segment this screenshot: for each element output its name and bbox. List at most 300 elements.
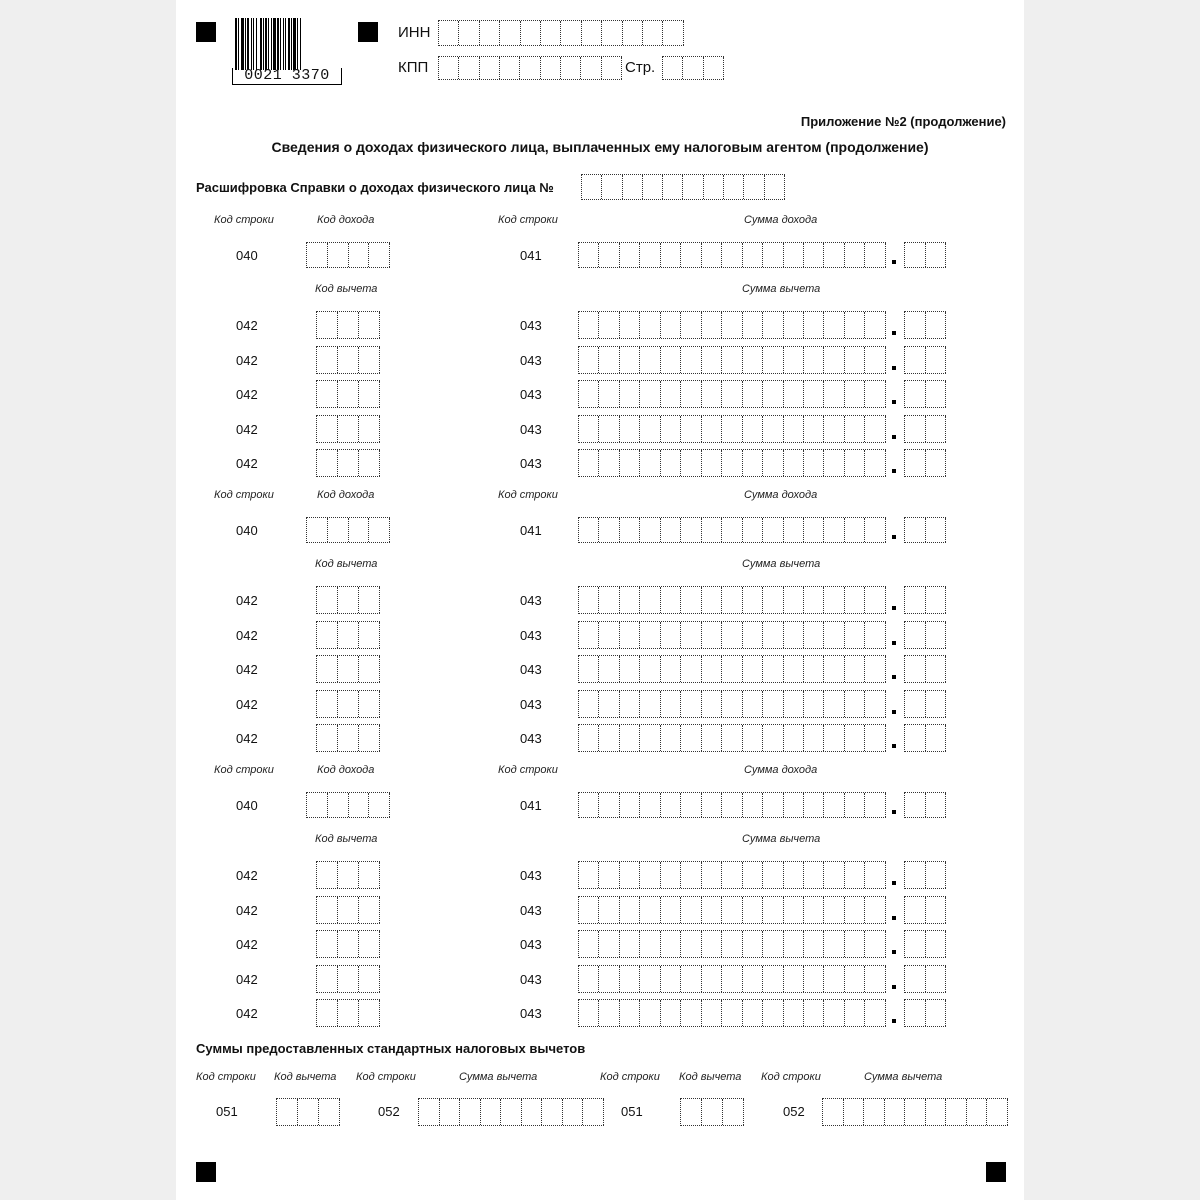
input-cell: [824, 347, 844, 373]
input-cell: [743, 793, 763, 817]
input-cell: [702, 416, 722, 442]
input-cell: [620, 243, 640, 267]
input-cell: [743, 1000, 763, 1026]
input-cell: [722, 725, 742, 751]
input-cell: [845, 416, 865, 442]
input-cell: [804, 931, 824, 957]
standard-deductions-header: Код вычета: [274, 1071, 337, 1083]
input-cell: [359, 862, 380, 888]
deduction-sum-field[interactable]: [578, 621, 886, 649]
input-cell: [620, 416, 640, 442]
income-sum-kopecks-field[interactable]: [904, 242, 946, 268]
deduction-sum-field[interactable]: [578, 690, 886, 718]
input-cell: [599, 622, 619, 648]
input-cell: [599, 450, 619, 476]
row-code-header: Код строки: [498, 489, 558, 501]
input-cell: [926, 793, 947, 817]
deduction-code-field[interactable]: [316, 655, 380, 683]
deduction-sum-field[interactable]: [578, 586, 886, 614]
input-cell: [743, 931, 763, 957]
deduction-sum-field[interactable]: [578, 965, 886, 993]
barcode-bar: [256, 18, 257, 70]
appendix-label: Приложение №2 (продолжение): [800, 114, 1006, 129]
input-cell: [784, 931, 804, 957]
input-cell: [784, 725, 804, 751]
input-cell: [620, 622, 640, 648]
input-cell: [661, 416, 681, 442]
input-cell: [620, 897, 640, 923]
input-cell: [599, 691, 619, 717]
deduction-sum-field[interactable]: [578, 930, 886, 958]
input-cell: [824, 312, 844, 338]
input-cell: [459, 21, 479, 45]
input-cell: [317, 312, 338, 338]
corner-marker-bottom-right: [986, 1162, 1006, 1182]
row-code: 042: [236, 937, 258, 952]
input-cell: [599, 243, 619, 267]
standard-deductions-header: Код строки: [196, 1071, 256, 1083]
deduction-code-field[interactable]: [316, 724, 380, 752]
input-cell: [702, 587, 722, 613]
input-cell: [926, 691, 947, 717]
input-cell: [763, 725, 783, 751]
deduction-sum-kopecks-field[interactable]: [904, 861, 946, 889]
deduction-sum-field[interactable]: [578, 724, 886, 752]
input-cell: [804, 966, 824, 992]
input-cell: [501, 1099, 522, 1125]
decimal-point: [892, 710, 896, 714]
input-cell: [661, 381, 681, 407]
input-cell: [987, 1099, 1008, 1125]
standard-deductions-header: Сумма вычета: [459, 1071, 538, 1083]
input-cell: [561, 57, 581, 79]
row-code: 043: [520, 318, 542, 333]
deduction-code-field[interactable]: [316, 930, 380, 958]
input-cell: [722, 897, 742, 923]
input-cell: [865, 347, 885, 373]
barcode-bar: [251, 18, 252, 70]
inn-field[interactable]: [438, 20, 684, 46]
input-cell: [317, 347, 338, 373]
deduction-sum-kopecks-field[interactable]: [904, 586, 946, 614]
input-cell: [722, 966, 742, 992]
input-cell: [804, 347, 824, 373]
input-cell: [640, 450, 660, 476]
input-cell: [824, 691, 844, 717]
input-cell: [640, 656, 660, 682]
input-cell: [702, 691, 722, 717]
input-cell: [905, 347, 926, 373]
input-cell: [439, 57, 459, 79]
deduction-code-field[interactable]: [316, 896, 380, 924]
input-cell: [599, 347, 619, 373]
input-cell: [905, 312, 926, 338]
input-cell: [905, 450, 926, 476]
deduction-sum-kopecks-field[interactable]: [904, 449, 946, 477]
barcode-bar: [268, 18, 269, 70]
input-cell: [681, 931, 701, 957]
barcode-bar: [235, 18, 237, 70]
input-cell: [724, 175, 744, 199]
barcode-bar: [245, 18, 246, 70]
deduction-sum-kopecks-field[interactable]: [904, 896, 946, 924]
row-code-header: Код строки: [498, 214, 558, 226]
row-code-header: Код строки: [214, 489, 274, 501]
deduction-code-field[interactable]: [316, 449, 380, 477]
decimal-point: [892, 400, 896, 404]
deduction-code-field[interactable]: [316, 999, 380, 1027]
input-cell: [582, 21, 602, 45]
input-cell: [865, 622, 885, 648]
input-cell: [500, 57, 520, 79]
input-cell: [967, 1099, 988, 1125]
deduction-sum-field[interactable]: [578, 861, 886, 889]
input-cell: [599, 416, 619, 442]
input-cell: [845, 347, 865, 373]
input-cell: [743, 312, 763, 338]
input-cell: [926, 656, 947, 682]
page-field[interactable]: [662, 56, 724, 80]
deduction-sum-kopecks-field[interactable]: [904, 930, 946, 958]
input-cell: [640, 862, 660, 888]
deduction-sum-field[interactable]: [578, 999, 886, 1027]
row-code: 040: [236, 248, 258, 263]
input-cell: [328, 793, 349, 817]
decimal-point: [892, 366, 896, 370]
deduction-sum-field[interactable]: [578, 896, 886, 924]
input-cell: [661, 725, 681, 751]
input-cell: [620, 381, 640, 407]
input-cell: [804, 725, 824, 751]
row-code: 042: [236, 1006, 258, 1021]
input-cell: [643, 21, 663, 45]
input-cell: [579, 450, 599, 476]
input-cell: [845, 725, 865, 751]
income-sum-header: Сумма дохода: [744, 214, 818, 226]
input-cell: [681, 381, 701, 407]
deduction-sum-field[interactable]: [578, 449, 886, 477]
row-code: 043: [520, 1006, 542, 1021]
input-cell: [845, 793, 865, 817]
input-cell: [661, 966, 681, 992]
input-cell: [865, 518, 885, 542]
standard-deductions-header: Код строки: [600, 1071, 660, 1083]
input-cell: [599, 897, 619, 923]
input-cell: [683, 57, 703, 79]
row-code: 052: [783, 1104, 805, 1119]
input-cell: [905, 691, 926, 717]
row-code: 040: [236, 523, 258, 538]
input-cell: [359, 725, 380, 751]
deduction-sum-kopecks-field[interactable]: [904, 690, 946, 718]
input-cell: [784, 897, 804, 923]
row-code: 043: [520, 971, 542, 987]
row-code: 042: [236, 731, 258, 746]
input-cell: [599, 793, 619, 817]
input-cell: [804, 312, 824, 338]
input-cell: [804, 1000, 824, 1026]
input-cell: [620, 691, 640, 717]
income-sum-field[interactable]: [578, 242, 886, 268]
input-cell: [702, 966, 722, 992]
input-cell: [722, 691, 742, 717]
income-code-field[interactable]: [306, 792, 390, 818]
income-sum-field[interactable]: [578, 517, 886, 543]
input-cell: [702, 312, 722, 338]
input-cell: [359, 312, 380, 338]
barcode-bar: [291, 18, 292, 70]
input-cell: [623, 21, 643, 45]
input-cell: [317, 1000, 338, 1026]
deduction-code-field[interactable]: [316, 586, 380, 614]
input-cell: [349, 518, 370, 542]
input-cell: [784, 793, 804, 817]
deduction-code-field[interactable]: [316, 965, 380, 993]
standard-deduction-sum-field[interactable]: [418, 1098, 604, 1126]
input-cell: [661, 518, 681, 542]
input-cell: [905, 622, 926, 648]
input-cell: [845, 381, 865, 407]
deduction-sum-kopecks-field[interactable]: [904, 621, 946, 649]
deduction-sum-kopecks-field[interactable]: [904, 724, 946, 752]
input-cell: [317, 966, 338, 992]
input-cell: [307, 243, 328, 267]
input-cell: [926, 312, 947, 338]
input-cell: [338, 1000, 359, 1026]
input-cell: [620, 931, 640, 957]
input-cell: [520, 57, 540, 79]
row-code: 043: [520, 421, 542, 437]
input-cell: [661, 347, 681, 373]
input-cell: [521, 21, 541, 45]
input-cell: [581, 57, 601, 79]
input-cell: [620, 656, 640, 682]
income-code-field[interactable]: [306, 517, 390, 543]
deduction-sum-kopecks-field[interactable]: [904, 380, 946, 408]
input-cell: [946, 1099, 967, 1125]
input-cell: [681, 793, 701, 817]
deduction-sum-kopecks-field[interactable]: [904, 655, 946, 683]
input-cell: [359, 931, 380, 957]
input-cell: [865, 312, 885, 338]
input-cell: [702, 725, 722, 751]
standard-deductions-header: Код строки: [761, 1071, 821, 1083]
input-cell: [926, 518, 947, 542]
corner-marker-top-right: [358, 22, 378, 42]
input-cell: [845, 966, 865, 992]
input-cell: [460, 1099, 481, 1125]
deduction-sum-field[interactable]: [578, 346, 886, 374]
input-cell: [784, 622, 804, 648]
input-cell: [620, 862, 640, 888]
input-cell: [681, 312, 701, 338]
deduction-sum-header: Сумма вычета: [742, 283, 821, 295]
decoding-label: Расшифровка Справки о доходах физического лица №: [196, 180, 554, 195]
deduction-sum-kopecks-field[interactable]: [904, 965, 946, 993]
input-cell: [905, 381, 926, 407]
certificate-number-field[interactable]: [581, 174, 785, 200]
barcode-bar: [277, 18, 279, 70]
deduction-code-field[interactable]: [316, 621, 380, 649]
input-cell: [865, 656, 885, 682]
input-cell: [845, 897, 865, 923]
input-cell: [359, 622, 380, 648]
input-cell: [640, 587, 660, 613]
input-cell: [722, 518, 742, 542]
income-code-header: Код дохода: [317, 764, 375, 776]
standard-deduction-sum-field[interactable]: [822, 1098, 1008, 1126]
input-cell: [579, 416, 599, 442]
input-cell: [905, 862, 926, 888]
input-cell: [602, 175, 622, 199]
page-title: Сведения о доходах физического лица, выплаченных ему налоговым агентом (продолжение): [271, 139, 929, 155]
input-cell: [640, 381, 660, 407]
input-cell: [804, 793, 824, 817]
deduction-sum-kopecks-field[interactable]: [904, 415, 946, 443]
input-cell: [824, 725, 844, 751]
input-cell: [845, 622, 865, 648]
income-code-field[interactable]: [306, 242, 390, 268]
input-cell: [845, 243, 865, 267]
deduction-code-field[interactable]: [316, 311, 380, 339]
barcode-bar: [253, 18, 254, 70]
input-cell: [602, 21, 622, 45]
input-cell: [328, 518, 349, 542]
standard-deduction-code-field[interactable]: [276, 1098, 340, 1126]
deduction-code-field[interactable]: [316, 690, 380, 718]
input-cell: [763, 587, 783, 613]
row-code-header: Код строки: [214, 764, 274, 776]
input-cell: [599, 966, 619, 992]
input-cell: [579, 1000, 599, 1026]
input-cell: [522, 1099, 543, 1125]
input-cell: [824, 656, 844, 682]
deduction-sum-kopecks-field[interactable]: [904, 999, 946, 1027]
input-cell: [317, 931, 338, 957]
input-cell: [681, 1099, 702, 1125]
deduction-code-field[interactable]: [316, 415, 380, 443]
deduction-sum-field[interactable]: [578, 311, 886, 339]
input-cell: [359, 381, 380, 407]
row-code: 042: [236, 456, 258, 471]
input-cell: [661, 312, 681, 338]
input-cell: [763, 862, 783, 888]
input-cell: [704, 57, 724, 79]
deduction-sum-field[interactable]: [578, 415, 886, 443]
input-cell: [359, 966, 380, 992]
barcode-bar: [241, 18, 244, 70]
barcode-bar: [288, 18, 290, 70]
input-cell: [661, 897, 681, 923]
deduction-sum-field[interactable]: [578, 380, 886, 408]
input-cell: [640, 931, 660, 957]
input-cell: [338, 897, 359, 923]
input-cell: [599, 931, 619, 957]
input-cell: [763, 931, 783, 957]
decimal-point: [892, 606, 896, 610]
input-cell: [681, 862, 701, 888]
deduction-code-field[interactable]: [316, 380, 380, 408]
input-cell: [349, 793, 370, 817]
row-code: 042: [236, 868, 258, 883]
input-cell: [784, 416, 804, 442]
input-cell: [579, 518, 599, 542]
income-sum-header: Сумма дохода: [744, 764, 818, 776]
barcode-bar: [247, 18, 249, 70]
input-cell: [369, 793, 390, 817]
row-code-header: Код строки: [498, 764, 558, 776]
input-cell: [317, 862, 338, 888]
deduction-code-header: Код вычета: [315, 833, 378, 845]
deduction-sum-kopecks-field[interactable]: [904, 346, 946, 374]
row-code: 043: [520, 387, 542, 402]
input-cell: [722, 416, 742, 442]
input-cell: [359, 656, 380, 682]
input-cell: [763, 897, 783, 923]
input-cell: [623, 175, 643, 199]
input-cell: [542, 1099, 563, 1125]
input-cell: [561, 21, 581, 45]
input-cell: [620, 450, 640, 476]
standard-deduction-code-field[interactable]: [680, 1098, 744, 1126]
input-cell: [583, 1099, 604, 1125]
input-cell: [763, 656, 783, 682]
input-cell: [579, 897, 599, 923]
kpp-field[interactable]: [438, 56, 622, 80]
input-cell: [661, 1000, 681, 1026]
row-code: 042: [236, 387, 258, 402]
input-cell: [640, 416, 660, 442]
income-sum-kopecks-field[interactable]: [904, 517, 946, 543]
input-cell: [926, 450, 947, 476]
input-cell: [481, 1099, 502, 1125]
decimal-point: [892, 881, 896, 885]
input-cell: [804, 243, 824, 267]
input-cell: [681, 1000, 701, 1026]
input-cell: [661, 587, 681, 613]
input-cell: [784, 347, 804, 373]
decimal-point: [892, 535, 896, 539]
row-code: 042: [236, 971, 258, 987]
input-cell: [743, 381, 763, 407]
barcode-bar: [265, 18, 267, 70]
deduction-code-field[interactable]: [316, 861, 380, 889]
input-cell: [905, 656, 926, 682]
input-cell: [702, 862, 722, 888]
income-sum-kopecks-field[interactable]: [904, 792, 946, 818]
input-cell: [480, 21, 500, 45]
deduction-code-field[interactable]: [316, 346, 380, 374]
input-cell: [317, 725, 338, 751]
input-cell: [702, 518, 722, 542]
input-cell: [743, 587, 763, 613]
input-cell: [681, 622, 701, 648]
deduction-sum-kopecks-field[interactable]: [904, 311, 946, 339]
input-cell: [640, 312, 660, 338]
row-code: 042: [236, 352, 258, 368]
input-cell: [681, 518, 701, 542]
input-cell: [317, 897, 338, 923]
input-cell: [663, 57, 683, 79]
row-code-header: Код строки: [214, 214, 274, 226]
row-code: 043: [520, 662, 542, 677]
decimal-point: [892, 260, 896, 264]
barcode-bar: [297, 18, 298, 70]
input-cell: [763, 347, 783, 373]
deduction-sum-field[interactable]: [578, 655, 886, 683]
input-cell: [763, 1000, 783, 1026]
income-sum-field[interactable]: [578, 792, 886, 818]
